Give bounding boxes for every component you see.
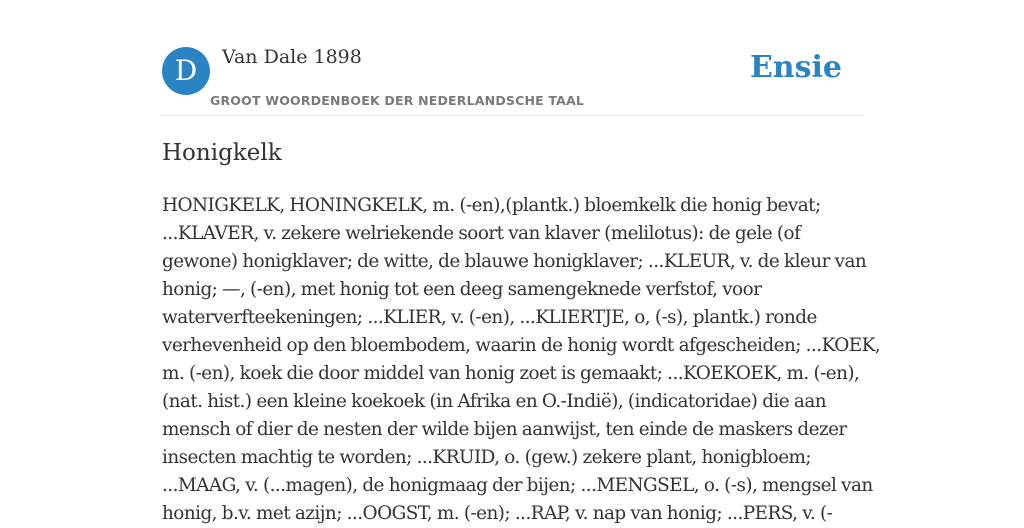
definition-line: (nat. hist.) een kleine koekoek (in Afrika en O.-Indië), (indicatoridae) die aan bbox=[162, 391, 827, 412]
dictionary-title-link[interactable]: Van Dale 1898 bbox=[222, 46, 362, 68]
definition-line: mensch of dier de nesten der wilde bijen aanwijst, ten einde de maskers dezer bbox=[162, 419, 847, 440]
definition-line: verhevenheid op den bloembodem, waarin de honig wordt afgescheiden; ...KOEK, bbox=[162, 335, 881, 356]
definition-line: waterverfteekeningen; ...KLIER, v. (-en), ...KLIERTJE, o, (-s), plantk.) ronde bbox=[162, 307, 817, 328]
definition-line: ...KLAVER, v. zekere welriekende soort van klaver (melilotus): de gele (of bbox=[162, 223, 801, 244]
definition-line: gewone) honigklaver; de witte, de blauwe honigklaver; ...KLEUR, v. de kleur van bbox=[162, 251, 867, 272]
header-divider bbox=[162, 115, 862, 116]
definition-line: HONIGKELK, HONINGKELK, m. (-en),(plantk.) bloemkelk die honig bevat; bbox=[162, 195, 821, 216]
entry-definition bbox=[162, 192, 881, 528]
definition-line: honig; —, (-en), met honig tot een deeg samengeknede verfstof, voor bbox=[162, 279, 762, 300]
entry-title: Honigkelk bbox=[162, 140, 282, 166]
definition-line: insecten machtig te worden; ...KRUID, o. (gew.) zekere plant, honigbloem; bbox=[162, 447, 812, 468]
ensie-brand-logo[interactable]: Ensie bbox=[749, 50, 842, 85]
definition-line: m. (-en), koek die door middel van honig zoet is gemaakt; ...KOEKOEK, m. (-en), bbox=[162, 363, 860, 384]
dictionary-subtitle: GROOT WOORDENBOEK DER NEDERLANDSCHE TAAL bbox=[210, 93, 585, 108]
definition-line: honig, b.v. met azijn; ...OOGST, m. (-en); ...RAP, v. nap van honig; ...PERS, v. (- bbox=[162, 503, 833, 524]
dictionary-logo[interactable]: D bbox=[162, 47, 210, 95]
site-header bbox=[162, 46, 862, 116]
definition-line: ...MAAG, v. (...magen), de honigmaag der bijen; ...MENGSEL, o. (-s), mengsel van bbox=[162, 475, 873, 496]
